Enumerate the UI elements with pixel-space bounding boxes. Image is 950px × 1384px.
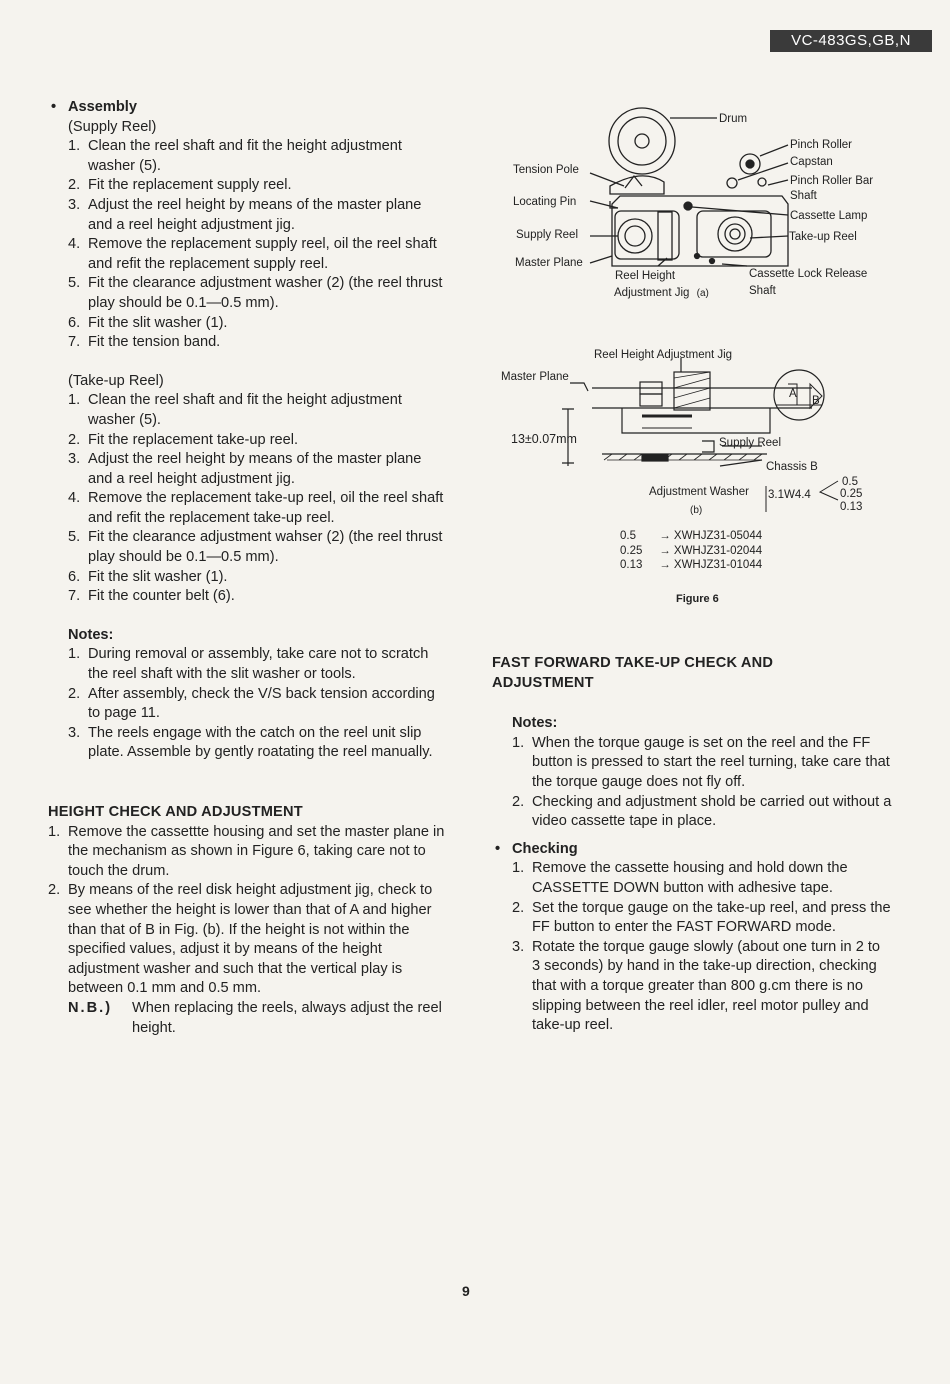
step-text: Remove the cassettte housing and set the master plane in the mechanism as shown in Figure 6, taking care not to touch the drum. bbox=[68, 823, 445, 879]
capstan-shape bbox=[727, 178, 737, 188]
supply-steps bbox=[48, 137, 448, 353]
page-number: 9 bbox=[462, 1283, 470, 1299]
label-supply-reel: Supply Reel bbox=[516, 229, 579, 241]
ff-notes-heading: Notes: bbox=[512, 715, 558, 732]
assembly-note bbox=[48, 685, 448, 724]
ff-heading-line-2: ADJUSTMENT bbox=[492, 674, 594, 691]
step-text: The reels engage with the catch on the reel unit slip plate. Assemble by gently roatating the reel manually. bbox=[88, 724, 433, 761]
label-cassette-lock: Cassette Lock Release bbox=[749, 268, 868, 280]
label-cassette-lamp: Cassette Lamp bbox=[790, 210, 868, 222]
step-number: 2. bbox=[512, 899, 525, 916]
takeup-step bbox=[48, 391, 448, 430]
label-reel-height: Reel Height bbox=[615, 270, 676, 282]
takeup-steps bbox=[48, 391, 448, 607]
supply-step bbox=[48, 274, 448, 313]
label-pinch-roller-bar: Pinch Roller Bar bbox=[790, 175, 874, 187]
checking-step bbox=[492, 938, 892, 1036]
label-tension-pole: Tension Pole bbox=[513, 164, 579, 176]
step-number: 2. bbox=[512, 793, 525, 810]
step-text: Fit the slit washer (1). bbox=[88, 314, 228, 331]
checking-step bbox=[492, 899, 892, 938]
takeup-reel-shape bbox=[718, 217, 752, 251]
label-washer-size: 3.1W4.4 bbox=[768, 489, 811, 501]
takeup-step bbox=[48, 528, 448, 567]
jig-shape bbox=[674, 372, 710, 410]
step-number: 5. bbox=[68, 529, 81, 546]
step-number: 2. bbox=[68, 685, 81, 702]
step-number: 2. bbox=[48, 882, 61, 899]
ff-note bbox=[492, 734, 892, 793]
step-number: 1. bbox=[512, 734, 525, 751]
step-number: 3. bbox=[512, 938, 525, 955]
washer-parts-list bbox=[620, 529, 762, 573]
left-column bbox=[48, 98, 448, 1038]
step-text: Clean the reel shaft and fit the height adjustment washer (5). bbox=[88, 392, 402, 428]
height-check-steps bbox=[48, 823, 448, 999]
step-text: Checking and adjustment shold be carried out without a video cassette tape in place. bbox=[532, 793, 892, 830]
takeup-step bbox=[48, 489, 448, 528]
nb-text: When replacing the reels, always adjust the reel height. bbox=[132, 999, 442, 1036]
supply-step bbox=[48, 314, 448, 334]
label-b: B bbox=[812, 395, 820, 407]
step-number: 3. bbox=[68, 724, 81, 741]
label-sub-b: (b) bbox=[690, 505, 703, 516]
label-thickness-3: 0.13 bbox=[840, 501, 863, 513]
step-number: 4. bbox=[68, 236, 81, 253]
label-master-plane-b: Master Plane bbox=[501, 371, 569, 383]
label-sub-a: (a) bbox=[696, 288, 709, 299]
takeup-step bbox=[48, 450, 448, 489]
assembly-heading: • Assembly bbox=[48, 98, 448, 118]
label-adjustment-washer: Adjustment Washer bbox=[649, 486, 749, 498]
step-number: 7. bbox=[68, 588, 81, 605]
step-text: Remove the replacement supply reel, oil the reel shaft and refit the replacement supply reel. bbox=[88, 236, 437, 272]
label-pinch-roller-bar-shaft: Shaft bbox=[790, 190, 817, 202]
step-text: Remove the cassette housing and hold down the CASSETTE DOWN button with adhesive tape. bbox=[532, 860, 848, 896]
step-text: Fit the slit washer (1). bbox=[88, 568, 228, 585]
label-cassette-lock-shaft: Shaft bbox=[749, 285, 776, 297]
supply-step bbox=[48, 176, 448, 196]
step-number: 3. bbox=[68, 451, 81, 468]
label-a: A bbox=[789, 388, 797, 400]
step-text: Adjust the reel height by means of the master plane and a reel height adjustment jig. bbox=[88, 196, 422, 233]
step-number: 1. bbox=[48, 823, 61, 840]
nb-tag: N.B.) bbox=[68, 999, 113, 1016]
label-pinch-roller: Pinch Roller bbox=[790, 139, 852, 151]
height-check-step bbox=[48, 881, 448, 999]
supply-step bbox=[48, 333, 448, 353]
step-text: By means of the reel disk height adjustment jig, check to see whether the height is lower than that of A and higher than that of B in Fig. (b). If the height is not within the specified values, adjust it by means of the height adjustment washer and such that the vertical play is between 0.1 mm and 0.5 mm. bbox=[68, 882, 433, 997]
step-text: After assembly, check the V/S back tension according to page 11. bbox=[88, 685, 435, 722]
step-number: 1. bbox=[68, 646, 81, 663]
ff-notes bbox=[492, 734, 892, 832]
step-number: 2. bbox=[68, 431, 81, 448]
takeup-step bbox=[48, 587, 448, 607]
step-text: Fit the tension band. bbox=[88, 334, 221, 351]
label-adjustment-jig-text: Adjustment Jig bbox=[614, 287, 690, 299]
label-locating-pin: Locating Pin bbox=[513, 196, 577, 208]
checking-steps bbox=[492, 859, 892, 1035]
label-adjustment-jig bbox=[614, 286, 709, 301]
step-number: 1. bbox=[68, 392, 81, 409]
step-number: 7. bbox=[68, 334, 81, 351]
label-capstan: Capstan bbox=[790, 156, 833, 168]
drum-shape bbox=[609, 108, 675, 174]
label-jig-b: Reel Height Adjustment Jig bbox=[594, 349, 733, 361]
step-text: Rotate the torque gauge slowly (about one turn in 2 to 3 seconds) by hand in the take-up direction, checking that with a torque greater than 800 g.cm there is no slipping between the reel idler, reel motor pulley and take-up reel. bbox=[532, 938, 881, 1034]
assembly-note bbox=[48, 724, 448, 763]
figure-caption: Figure 6 bbox=[676, 593, 719, 605]
label-dimension: 13±0.07mm bbox=[511, 432, 577, 446]
takeup-step bbox=[48, 568, 448, 588]
height-check-heading: HEIGHT CHECK AND ADJUSTMENT bbox=[48, 804, 303, 820]
step-number: 6. bbox=[68, 314, 81, 331]
label-thickness-1: 0.5 bbox=[842, 476, 858, 488]
parts-row: 0.5 → XWHJZ31-05044 bbox=[620, 530, 763, 542]
label-takeup-reel: Take-up Reel bbox=[789, 231, 857, 243]
label-drum: Drum bbox=[719, 113, 748, 125]
supply-reel-label: (Supply Reel) bbox=[68, 118, 157, 135]
supply-step bbox=[48, 137, 448, 176]
step-text: When the torque gauge is set on the reel and the FF button is pressed to start the reel turning, take care that the torque gauge does not fly off. bbox=[532, 734, 890, 790]
step-text: During removal or assembly, take care not to scratch the reel shaft with the slit washer or tools. bbox=[88, 646, 429, 683]
assembly-notes-heading: Notes: bbox=[68, 626, 114, 643]
checking-heading: • Checking bbox=[492, 840, 892, 860]
step-number: 1. bbox=[68, 138, 81, 155]
figure-6 bbox=[492, 96, 892, 616]
takeup-step bbox=[48, 431, 448, 451]
step-text: Fit the replacement take-up reel. bbox=[88, 431, 299, 448]
assembly-notes bbox=[48, 645, 448, 763]
step-text: Set the torque gauge on the take-up reel, and press the FF button to enter the FAST FORWARD mode. bbox=[532, 899, 891, 936]
parts-row: 0.25 → XWHJZ31-02044 bbox=[620, 544, 763, 557]
label-master-plane: Master Plane bbox=[515, 257, 583, 269]
step-number: 3. bbox=[68, 196, 81, 213]
height-check-step bbox=[48, 823, 448, 882]
label-chassis: Chassis B bbox=[766, 461, 818, 473]
ff-heading-line-1: FAST FORWARD TAKE-UP CHECK AND bbox=[492, 655, 774, 671]
takeup-reel-label: (Take-up Reel) bbox=[68, 372, 164, 389]
step-text: Fit the counter belt (6). bbox=[88, 588, 235, 605]
model-badge: VC-483GS,GB,N bbox=[770, 30, 932, 52]
step-number: 2. bbox=[68, 177, 81, 194]
assembly-note bbox=[48, 645, 448, 684]
step-number: 5. bbox=[68, 275, 81, 292]
parts-row: 0.13 → XWHJZ31-01044 bbox=[620, 559, 763, 571]
step-text: Clean the reel shaft and fit the height adjustment washer (5). bbox=[88, 138, 402, 174]
step-text: Fit the clearance adjustment washer (2) (the reel thrust play should be 0.1—0.5 mm). bbox=[88, 275, 443, 311]
step-text: Fit the replacement supply reel. bbox=[88, 177, 292, 194]
supply-reel-shape bbox=[618, 219, 652, 253]
ff-note bbox=[492, 793, 892, 832]
label-supply-reel-b: Supply Reel bbox=[719, 437, 782, 449]
step-number: 6. bbox=[68, 568, 81, 585]
step-text: Fit the clearance adjustment wahser (2) (the reel thrust play should be 0.1—0.5 mm). bbox=[88, 529, 443, 566]
right-column bbox=[492, 654, 892, 1036]
step-number: 1. bbox=[512, 860, 525, 877]
nb-note bbox=[48, 999, 448, 1038]
step-text: Adjust the reel height by means of the master plane and a reel height adjustment jig. bbox=[88, 451, 422, 487]
supply-step bbox=[48, 196, 448, 235]
supply-step bbox=[48, 235, 448, 274]
label-thickness-2: 0.25 bbox=[840, 488, 863, 500]
cassette-lamp-shape bbox=[684, 202, 692, 210]
step-number: 4. bbox=[68, 490, 81, 507]
step-text: Remove the replacement take-up reel, oil the reel shaft and refit the replacement take-up reel. bbox=[88, 490, 444, 526]
checking-step bbox=[492, 859, 892, 898]
